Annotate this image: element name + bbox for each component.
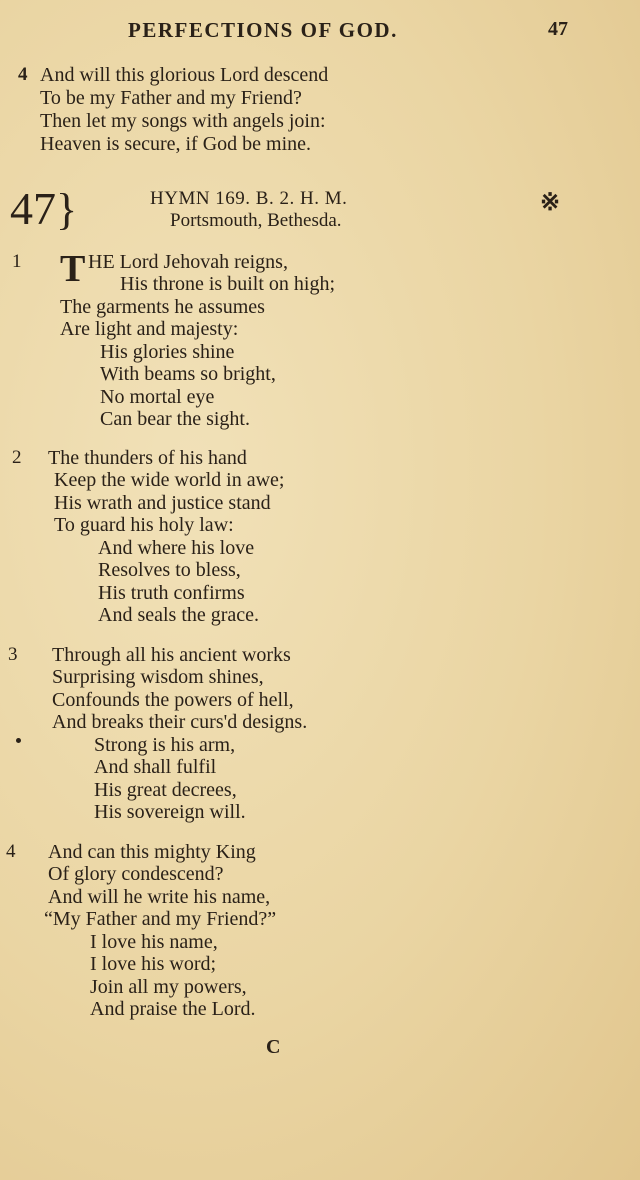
verse-line: His truth confirms	[98, 582, 245, 604]
verse-line: “My Father and my Friend?”	[44, 908, 277, 930]
verse-line: Join all my powers,	[90, 976, 247, 998]
verse-line: And praise the Lord.	[90, 998, 256, 1020]
verse-line: And shall fulfil	[94, 756, 217, 778]
verse-line: Of glory condescend?	[48, 863, 224, 885]
verse-line: His sovereign will.	[94, 801, 246, 823]
hymn-mark-brace: }	[56, 185, 78, 234]
verse-line: His throne is built on high;	[120, 273, 335, 295]
verse-line: And will this glorious Lord descend	[40, 64, 329, 86]
verse-line: To guard his holy law:	[54, 514, 234, 536]
verse-line: I love his word;	[90, 953, 217, 975]
verse-line: And will he write his name,	[48, 886, 271, 908]
hymn-mark-number: 47	[10, 183, 56, 234]
verse-line: And where his love	[98, 537, 255, 559]
verse-line: Can bear the sight.	[100, 408, 250, 430]
page-number: 47	[548, 18, 568, 40]
verse-line: Confounds the powers of hell,	[52, 689, 294, 711]
verse-line: And can this mighty King	[48, 841, 256, 863]
verse-line: To be my Father and my Friend?	[40, 87, 302, 109]
stanza-number: 2	[12, 447, 22, 468]
verse-line: The garments he assumes	[60, 296, 265, 318]
hymn-tunes: Portsmouth, Bethesda.	[170, 210, 342, 231]
verse-line: Heaven is secure, if God be mine.	[40, 133, 312, 155]
signature-mark: C	[266, 1036, 281, 1058]
verse-line: No mortal eye	[100, 386, 215, 408]
running-header: PERFECTIONS OF GOD.	[128, 18, 398, 42]
hymn-title: HYMN 169. B. 2. H. M.	[150, 188, 348, 209]
verse-line: His great decrees,	[94, 779, 237, 801]
ornament-icon: ※	[540, 190, 561, 216]
verse-line: Surprising wisdom shines,	[52, 666, 264, 688]
verse-line: His glories shine	[100, 341, 235, 363]
verse-line: Through all his ancient works	[52, 644, 291, 666]
margin-dot	[16, 738, 21, 743]
verse-line: And seals the grace.	[98, 604, 260, 626]
verse-line: Strong is his arm,	[94, 734, 236, 756]
verse-line: With beams so bright,	[100, 363, 276, 385]
stanza-number: 3	[8, 644, 18, 665]
verse-line: I love his name,	[90, 931, 218, 953]
stanza-number: 4	[6, 841, 16, 862]
verse-line: Resolves to bless,	[98, 559, 241, 581]
verse-line: HE Lord Jehovah reigns,	[88, 251, 288, 273]
verse-line: The thunders of his hand	[48, 447, 247, 469]
verse-line: And breaks their curs'd designs.	[52, 711, 308, 733]
drop-cap: T	[60, 248, 86, 290]
verse-line: Keep the wide world in awe;	[54, 469, 285, 491]
prev-stanza-number: 4	[18, 64, 28, 85]
stanza-number: 1	[12, 251, 22, 272]
hymn-number-mark	[10, 183, 78, 234]
verse-line: Are light and majesty:	[60, 318, 239, 340]
verse-line: Then let my songs with angels join:	[40, 110, 326, 132]
verse-line: His wrath and justice stand	[54, 492, 271, 514]
